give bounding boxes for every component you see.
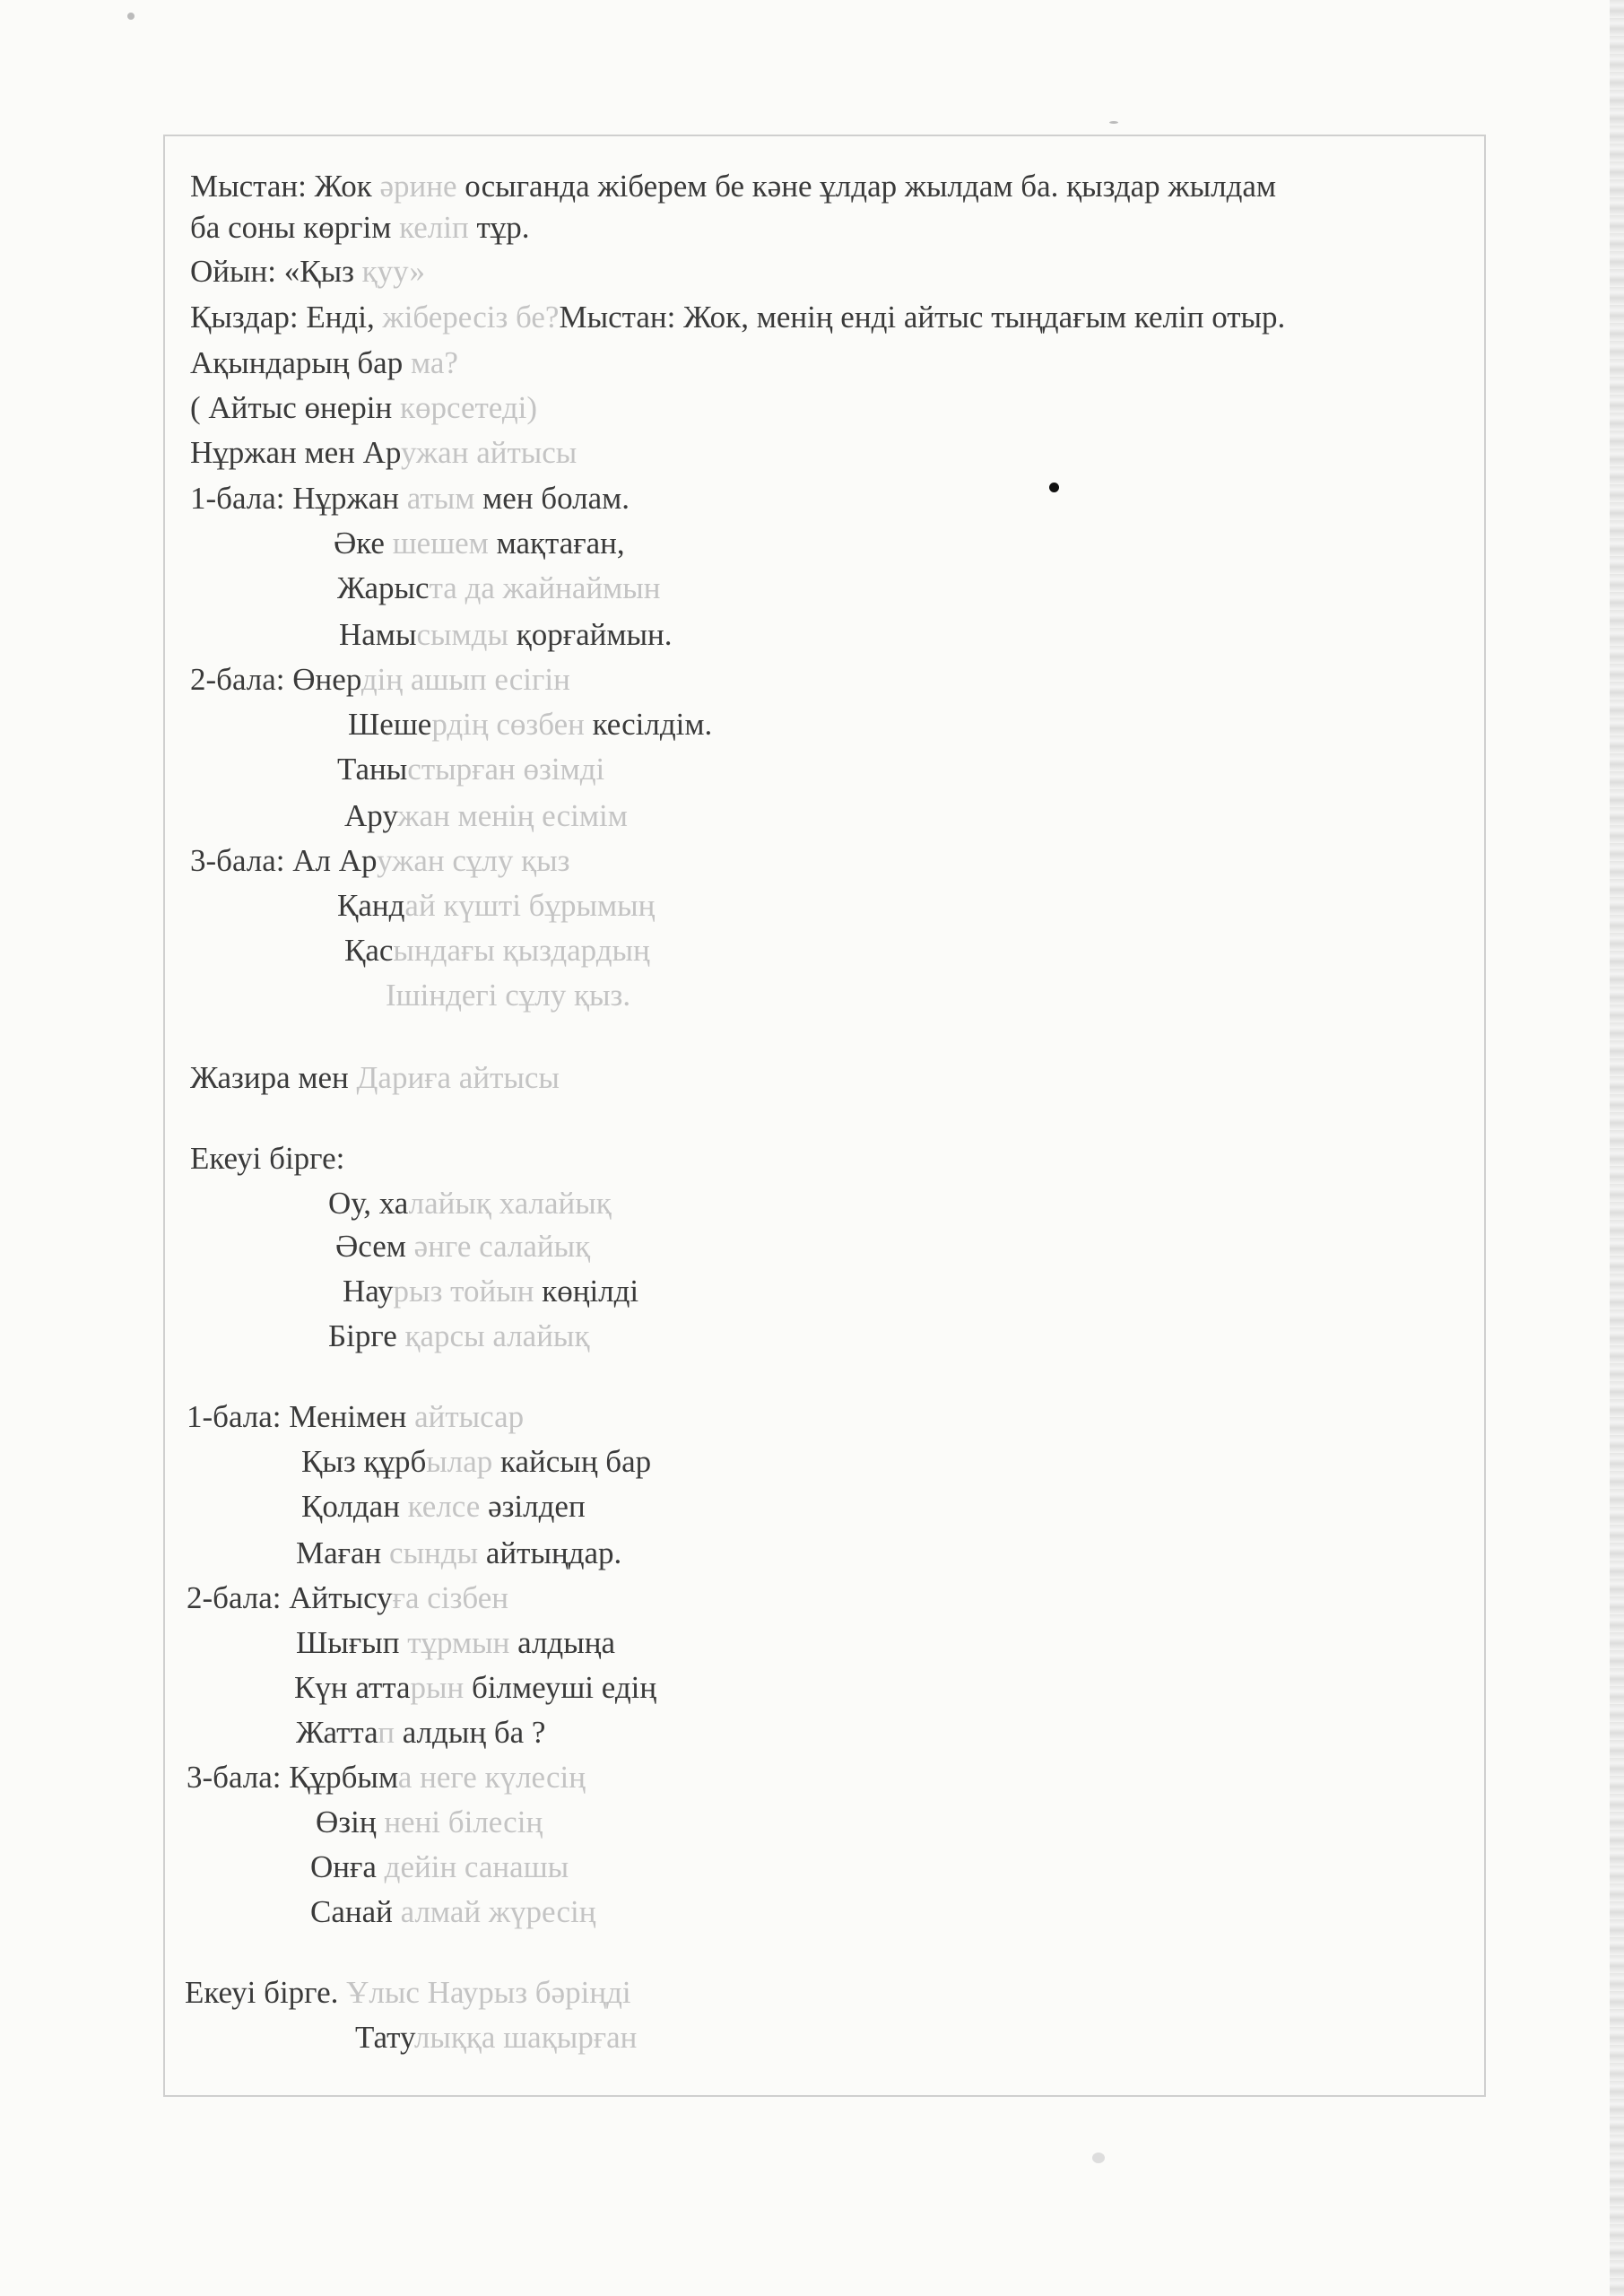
faded-text-span: сынды [389, 1535, 486, 1570]
text-line [190, 210, 530, 246]
faded-text-span: ужан айтысы [400, 435, 578, 470]
text-span: Әсем [335, 1229, 414, 1264]
text-span: әзілдеп [488, 1489, 586, 1524]
text-line [190, 662, 570, 698]
text-span: Оу, ха [328, 1186, 409, 1221]
text-span: Өзің [316, 1805, 385, 1839]
text-line [301, 1489, 586, 1525]
text-span: кайсың бар [500, 1444, 652, 1479]
faded-text-span: әрине [379, 169, 465, 204]
text-line [190, 390, 537, 426]
faded-text-span: қуу» [361, 254, 426, 289]
text-line [343, 1274, 638, 1309]
faded-text-span: рдің сөзбен [431, 707, 593, 742]
faded-text-span: сымды [416, 617, 517, 652]
text-span: ( Айтыс өнерін [190, 390, 400, 425]
text-line [355, 2020, 637, 2056]
faded-text-span: рыз тойын [393, 1274, 543, 1309]
text-span: ба соны көргім [190, 210, 400, 245]
scan-speck [127, 13, 135, 20]
text-span: Күн атта [294, 1670, 411, 1705]
faded-text-span: алмай жүресің [392, 1894, 596, 1929]
text-span: мақтаған, [496, 526, 625, 561]
text-line [296, 1535, 621, 1571]
text-span: білмеуші едің [472, 1670, 657, 1705]
faded-text-span: тұрмын [407, 1625, 518, 1660]
ink-dot [1049, 483, 1059, 492]
faded-text-span: лайық халайық [408, 1186, 612, 1221]
text-line [185, 1975, 631, 2011]
text-line [328, 1186, 612, 1222]
faded-text-span: п [378, 1715, 403, 1750]
scan-edge-strip [1610, 0, 1624, 2296]
text-line [187, 1760, 586, 1796]
text-span: Шығып [296, 1625, 408, 1660]
faded-text-span: рын [410, 1670, 473, 1705]
text-span: мен болам. [482, 481, 630, 516]
faded-text-span: лыққа шақырған [413, 2020, 638, 2055]
faded-text-span: атым [406, 481, 483, 516]
text-line [190, 843, 569, 879]
text-span: Қолдан [301, 1489, 408, 1524]
text-line [337, 888, 655, 924]
text-span: Ойын: «Қыз [190, 254, 362, 289]
faded-text-span: әнге салайық [413, 1229, 591, 1264]
scan-speck [1092, 2152, 1105, 2163]
text-span: Қанд [337, 888, 405, 923]
text-span: Онға [310, 1849, 385, 1884]
text-line [301, 1444, 651, 1480]
text-span: 1-бала: Менімен [187, 1399, 415, 1434]
text-span: айтыңдар. [485, 1535, 622, 1570]
text-line [190, 345, 458, 381]
text-line [190, 481, 630, 517]
faded-text-span: ға сізбен [392, 1580, 509, 1615]
faded-text-span: Ішін [386, 978, 447, 1013]
text-line [335, 1229, 590, 1265]
text-line [190, 1060, 560, 1096]
text-span: Маған [296, 1535, 390, 1570]
text-span: Бірге [328, 1318, 405, 1353]
text-line [334, 526, 625, 561]
text-span: кесілдім. [592, 707, 713, 742]
text-line [310, 1849, 569, 1885]
text-line [344, 798, 628, 834]
text-line [190, 435, 577, 471]
text-span: 3-бала: Құрбым [187, 1760, 398, 1795]
text-span: алдың ба ? [402, 1715, 546, 1750]
faded-text-span: ай күшті бұрымың [404, 888, 656, 923]
faded-text-span: нені білесің [384, 1805, 543, 1839]
faded-text-span: қарсы алайық [404, 1318, 590, 1353]
text-span: 3-бала: Ал Ар [190, 843, 378, 878]
scan-speck [1109, 121, 1118, 124]
text-line [190, 1141, 344, 1177]
text-span: Қыз құрб [301, 1444, 427, 1479]
text-line [296, 1625, 615, 1661]
text-line [190, 300, 1285, 335]
text-span: Қыздар: Енді, [190, 300, 383, 335]
faded-text-span: ылар [426, 1444, 501, 1479]
text-line [294, 1670, 656, 1706]
faded-text-span: та да жайнаймын [429, 570, 661, 605]
text-span: 2-бала: Айтысу [187, 1580, 393, 1615]
text-line [339, 617, 673, 653]
document-frame [163, 135, 1486, 2097]
text-line [337, 570, 661, 606]
text-line [337, 752, 604, 787]
text-span: Шеше [348, 707, 432, 742]
text-span: Қас [344, 933, 394, 968]
text-span: Жазира мен [190, 1060, 357, 1095]
text-span: Ару [344, 798, 398, 833]
faded-text-span: шешем [392, 526, 497, 561]
faded-text-span: Ұлыс Наурыз бәріңді [346, 1975, 631, 2010]
text-line [187, 1399, 524, 1435]
faded-text-span: Дариға айтысы [356, 1060, 560, 1095]
faded-text-span: дегі сұлу қыз. [446, 978, 631, 1013]
faded-text-span: ма? [410, 345, 458, 380]
text-span: Нұржан мен Ар [190, 435, 401, 470]
text-line [386, 978, 630, 1013]
text-span: қорғаймын. [516, 617, 673, 652]
faded-text-span: стырған өзімді [407, 752, 605, 787]
faded-text-span: жібересіз бе? [382, 300, 560, 335]
text-span: тұр. [476, 210, 530, 245]
text-span: Мыстан: Жок, менің енді айтыс тыңдағым келіп отыр. [559, 300, 1286, 335]
text-span: Жарыс [337, 570, 430, 605]
text-span: Тату [355, 2020, 414, 2055]
text-span: 2-бала: Өнер [190, 662, 361, 697]
text-span: көңілді [542, 1274, 639, 1309]
text-span: Санай [310, 1894, 393, 1929]
faded-text-span: ындағы қыздардың [393, 933, 650, 968]
text-span: 1-бала: Нұржан [190, 481, 407, 516]
text-span: Жатта [296, 1715, 378, 1750]
text-line [344, 933, 650, 969]
text-span: алдыңа [517, 1625, 616, 1660]
faded-text-span: а неге күлесің [397, 1760, 586, 1795]
text-span: Ақындарың бар [190, 345, 411, 380]
faded-text-span: ужан сұлу қыз [377, 843, 570, 878]
text-line [316, 1805, 543, 1840]
faded-text-span: жан менің есімім [397, 798, 628, 833]
text-line [328, 1318, 589, 1354]
faded-text-span: дің ашып есігін [360, 662, 570, 697]
text-span: Екеуі бірге: [190, 1141, 345, 1176]
faded-text-span: келсе [407, 1489, 489, 1524]
text-span: Нау [343, 1274, 394, 1309]
text-span: Намы [339, 617, 417, 652]
text-line [187, 1580, 508, 1616]
faded-text-span: көрсетеді) [399, 390, 538, 425]
faded-text-span: дейін санашы [384, 1849, 569, 1884]
text-span: осыганда жіберем бе кәне ұлдар жылдам ба. қыздар жылдам [465, 169, 1277, 204]
text-line [348, 707, 712, 743]
text-span: Мыстан: Жок [190, 169, 380, 204]
text-span: Екеуі бірге. [185, 1975, 347, 2010]
text-line [190, 169, 1276, 204]
text-line [190, 254, 425, 290]
faded-text-span: айтысар [414, 1399, 525, 1434]
text-line [296, 1715, 545, 1751]
text-line [310, 1894, 595, 1930]
text-span: Таны [337, 752, 408, 787]
text-span: Әке [334, 526, 393, 561]
faded-text-span: келіп [399, 210, 477, 245]
